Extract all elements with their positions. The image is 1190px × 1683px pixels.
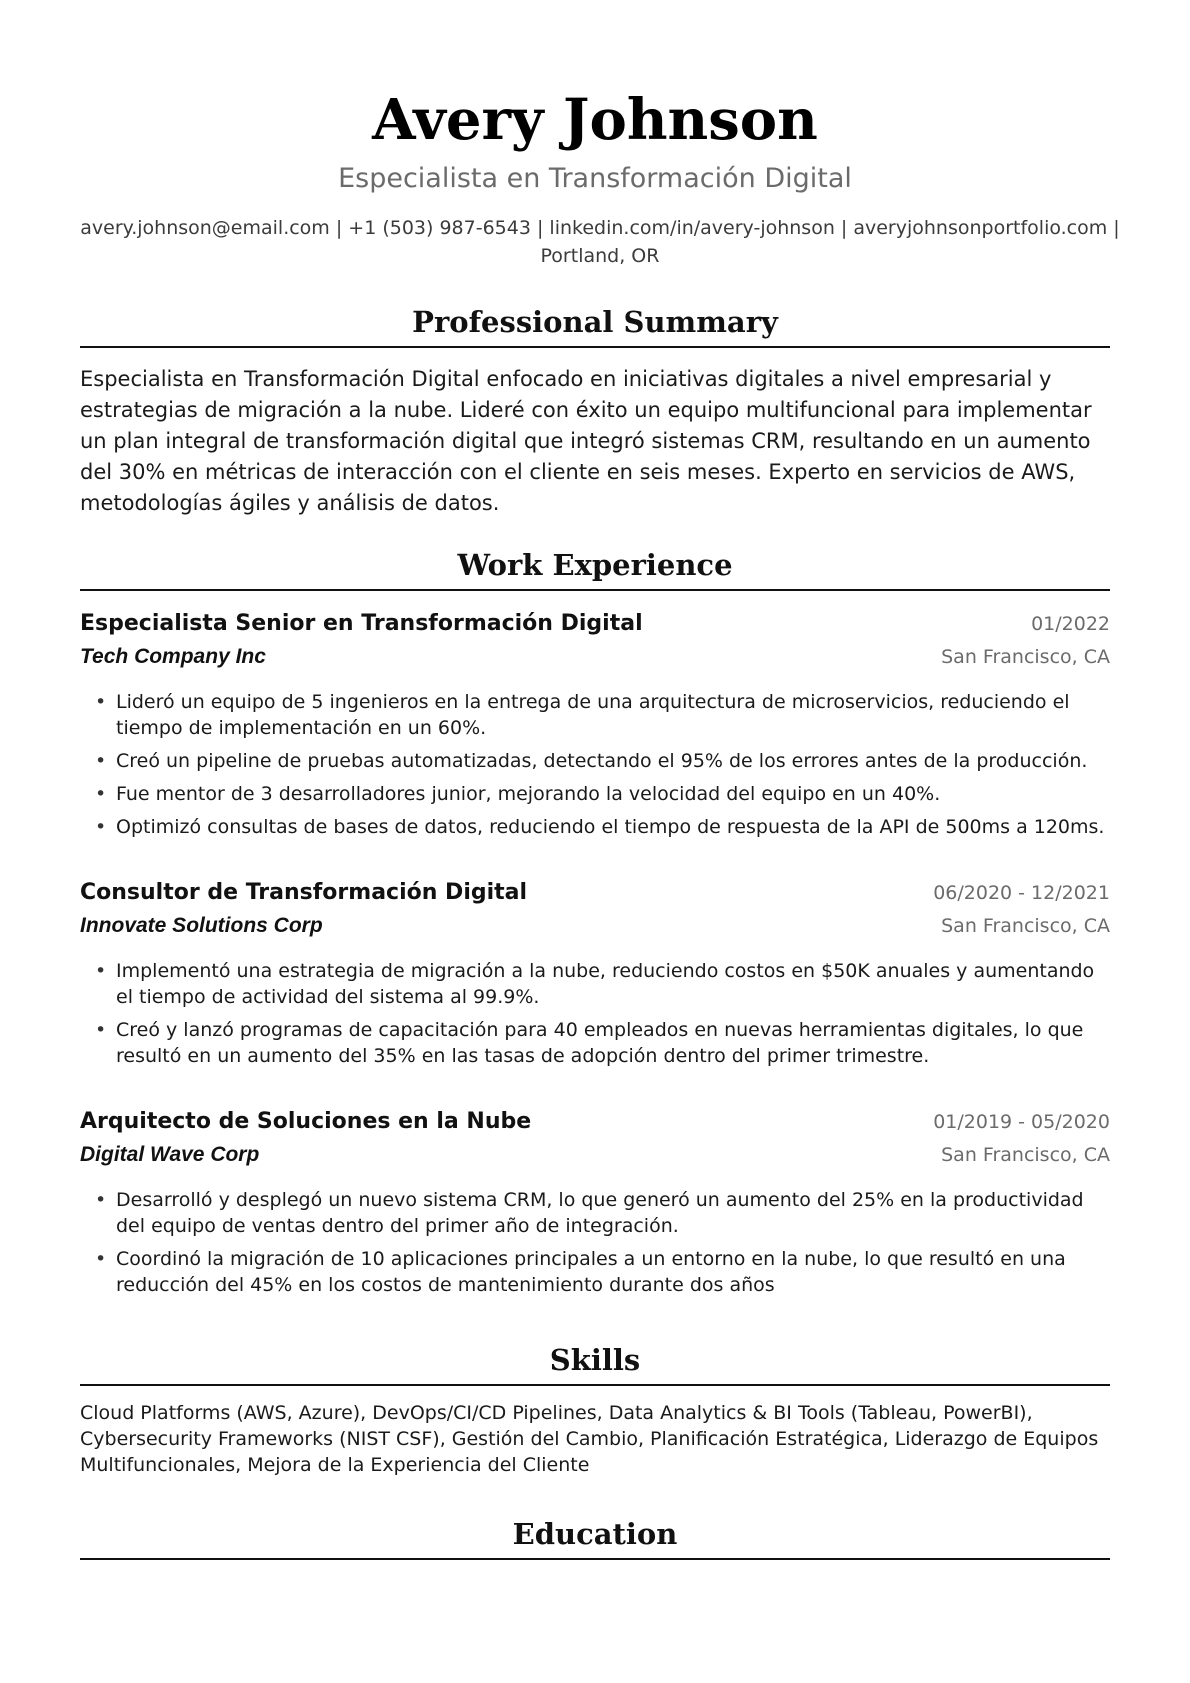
company-name: Tech Company Inc [80,645,266,668]
job-title: Consultor de Transformación Digital [80,880,528,905]
skills-heading: Skills [80,1342,1110,1386]
job-date: 01/2022 [1031,613,1110,635]
contact-line: avery.johnson@email.com | +1 (503) 987-6543 | linkedin.com/in/avery-johnson | averyjohnsonportfolio.com | Portland, OR [80,217,1120,267]
skills-section [80,1342,1110,1478]
job-date: 06/2020 - 12/2021 [933,882,1110,904]
summary-heading: Professional Summary [80,304,1110,348]
education-heading: Education [80,1516,1110,1560]
job-bullets [80,958,1110,1069]
bullet-item: • Fue mentor de 3 desarrolladores junior, mejorando la velocidad del equipo en un 40%. [80,781,1110,807]
skills-text: Cloud Platforms (AWS, Azure), DevOps/CI/CD Pipelines, Data Analytics & BI Tools (Tableau, PowerBI), Cybersecurity Frameworks (NIST CSF), Gestión del Cambio, Planificación Estratégica, Liderazgo de Equipos Multifuncionales, Mejora de la Experiencia del Cliente [80,1402,1099,1476]
company-name: Innovate Solutions Corp [80,914,323,937]
experience-section [80,547,1110,1298]
job-title: Arquitecto de Soluciones en la Nube [80,1109,532,1134]
bullet-item: • Creó y lanzó programas de capacitación para 40 empleados en nuevas herramientas digitales, lo que resultó en un aumento del 35% en las tasas de adopción dentro del primer trimestre. [80,1017,1110,1069]
bullet-item: • Coordinó la migración de 10 aplicaciones principales a un entorno en la nube, lo que resultó en una reducción del 45% en los costos de mantenimiento durante dos años [80,1246,1110,1298]
job-title: Especialista Senior en Transformación Digital [80,611,643,636]
bullet-item: • Implementó una estrategia de migración a la nube, reduciendo costos en $50K anuales y aumentando el tiempo de actividad del sistema al 99.9%. [80,958,1110,1010]
experience-heading: Work Experience [80,547,1110,591]
job-entry [80,1107,1110,1298]
summary-section [80,304,1110,519]
bullet-item: • Desarrolló y desplegó un nuevo sistema CRM, lo que generó un aumento del 25% en la productividad del equipo de ventas dentro del primer año de integración. [80,1187,1110,1239]
company-name: Digital Wave Corp [80,1143,260,1166]
candidate-name: Avery Johnson [372,87,818,153]
education-section [80,1516,1110,1560]
bullet-item: • Lideró un equipo de 5 ingenieros en la entrega de una arquitectura de microservicios, reduciendo el tiempo de implementación en un 60%. [80,689,1110,741]
job-bullets [80,1187,1110,1298]
job-location: San Francisco, CA [941,915,1110,937]
job-location: San Francisco, CA [941,1144,1110,1166]
job-bullets [80,689,1110,840]
candidate-title: Especialista en Transformación Digital [338,163,852,194]
job-date: 01/2019 - 05/2020 [933,1111,1110,1133]
job-entry [80,878,1110,1069]
job-entry [80,609,1110,840]
summary-text: Especialista en Transformación Digital enfocado en iniciativas digitales a nivel empresarial y estrategias de migración a la nube. Lideré con éxito un equipo multifuncional para implementar un plan integral de transformación digital que integró sistemas CRM, resultando en un aumento del 30% en métricas de interacción con el cliente en seis meses. Experto en servicios de AWS, metodologías ágiles y análisis de datos. [80,367,1092,515]
job-location: San Francisco, CA [941,646,1110,668]
bullet-item: • Optimizó consultas de bases de datos, reduciendo el tiempo de respuesta de la API de 500ms a 120ms. [80,814,1110,840]
bullet-item: • Creó un pipeline de pruebas automatizadas, detectando el 95% de los errores antes de la producción. [80,748,1110,774]
